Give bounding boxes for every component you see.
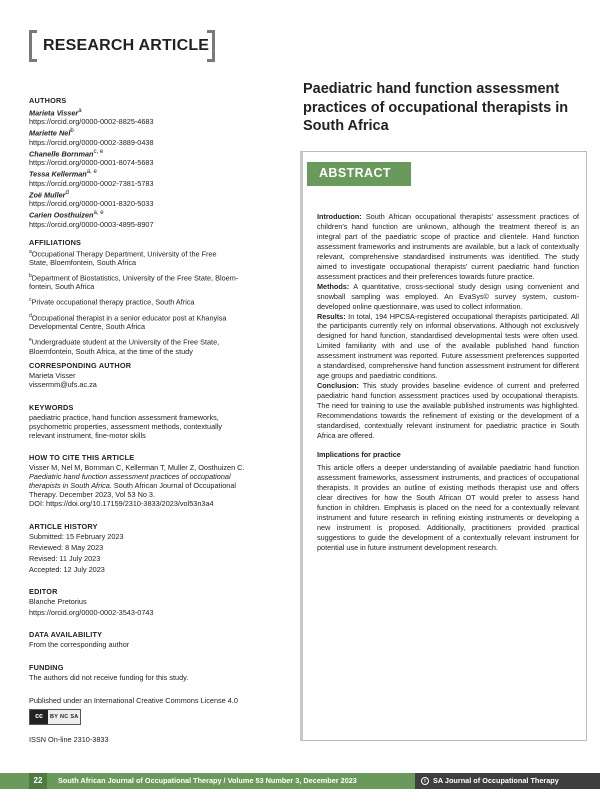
citation-text: Visser M, Nel M, Bornman C, Kellerman T, Muller Z, Oosthuizen C. — [29, 462, 245, 472]
article-type-label: RESEARCH ARTICLE — [43, 37, 210, 54]
author-orcid-link[interactable]: https://orcid.org/0000-0002-3889-0438 — [29, 137, 154, 147]
keywords-text: paediatric practice, hand function assessment frameworks, — [29, 412, 219, 422]
author-affiliation-mark: d — [65, 188, 69, 196]
author-orcid-link[interactable]: https://orcid.org/0000-0001-8320-5033 — [29, 199, 154, 209]
author-name: Carien Oosthuizen — [29, 210, 94, 220]
footer-brand-text: SA Journal of Occupational Therapy — [433, 776, 559, 785]
history-revised: Revised: 11 July 2023 — [29, 553, 101, 563]
editor-name: Blanche Pretorius — [29, 596, 87, 606]
citation-text: South African Journal of Occupational — [111, 480, 236, 490]
affiliations-heading: AFFILIATIONS — [29, 237, 82, 247]
funding-heading: FUNDING — [29, 662, 64, 672]
article-metadata-column — [29, 96, 274, 744]
author-affiliation-mark: b — [70, 127, 74, 135]
affiliation-mark: a — [29, 248, 32, 255]
affiliation-item — [29, 312, 274, 331]
affiliation-mark: b — [29, 272, 32, 279]
affiliation-text: fontein, South Africa — [29, 282, 95, 292]
issn-text: ISSN On-line 2310-3833 — [29, 734, 109, 744]
corresponding-author-heading: CORRESPONDING AUTHOR — [29, 360, 132, 370]
abstract-body — [317, 212, 579, 552]
corresponding-author-email[interactable]: vissermm@ufs.ac.za — [29, 379, 97, 389]
funding-text: The authors did not receive funding for this study. — [29, 672, 189, 682]
affiliation-text: Private occupational therapy practice, South Africa — [31, 297, 195, 307]
data-availability-text: From the corresponding author — [29, 639, 130, 649]
affiliation-mark: d — [29, 312, 32, 319]
history-accepted: Accepted: 12 July 2023 — [29, 564, 105, 574]
editor-heading: EDITOR — [29, 586, 58, 596]
affiliation-text: Developmental Centre, South Africa — [29, 322, 146, 332]
author-entry — [29, 147, 274, 167]
page-number: 22 — [29, 773, 47, 789]
cc-icon: cc — [30, 710, 48, 724]
footer-separator: / — [221, 776, 228, 785]
right-bracket — [207, 30, 215, 62]
affiliation-text: Department of Biostatistics, University of the Free State, Bloem- — [31, 273, 239, 283]
affiliation-text: State, Bloemfontein, South Africa — [29, 257, 137, 267]
author-name: Marieta Visser — [29, 108, 79, 118]
keywords-heading: KEYWORDS — [29, 402, 74, 412]
abstract-label-text: ABSTRACT — [319, 166, 391, 180]
affiliation-item — [29, 296, 274, 306]
author-entry — [29, 188, 274, 208]
author-name: Zoë Muller — [29, 190, 66, 200]
author-orcid-link[interactable]: https://orcid.org/0000-0003-4895-8907 — [29, 219, 154, 229]
author-entry — [29, 106, 274, 126]
author-affiliation-mark: a, e — [93, 209, 104, 217]
affiliation-mark: c — [29, 297, 32, 304]
abstract-conclusion: Conclusion: This study provides baseline evidence of current and preferred paediatric hand function assessment practices used by occupational therapists. The need for training to use the available published instruments was highlighted. Recommendations towards the refinement of existing or the development of a standardised, contextually relevant instrument for paediatric practice in South Africa are offered. — [317, 381, 579, 440]
author-affiliation-mark: c, e — [93, 147, 104, 155]
data-availability-heading: DATA AVAILABILITY — [29, 629, 103, 639]
author-name: Tessa Kellerman — [29, 169, 87, 179]
author-entry — [29, 167, 274, 187]
implications-heading: Implications for practice — [317, 449, 401, 459]
citation-text: therapists in South Africa. — [29, 480, 112, 490]
abstract-label — [307, 162, 411, 186]
abstract-introduction: Introduction: South African occupational therapists' assessment practices of children's hand function are unknown, although the treatment thereof is an integral part of the paediatric scope of practice and clientele. Hand function assessment frameworks and instruments are available, but a lack of contextually relevant, comprehensive standardised instruments was identified. The study aimed to investigate occupational therapists' current paediatric hand function assessment practices and their preferences towards future practice. — [317, 212, 579, 281]
page-footer — [0, 773, 600, 789]
footer-journal-name: South African Journal of Occupational Therapy — [58, 776, 222, 785]
author-name: Chanelle Bornman — [29, 149, 94, 159]
author-orcid-link[interactable]: https://orcid.org/0000-0002-8825-4683 — [29, 117, 154, 127]
affiliation-mark: e — [29, 337, 32, 344]
citation-text: Paediatric hand function assessment practices of occupational — [29, 471, 231, 481]
article-title: Paediatric hand function assessment practices of occupational therapists in South Africa — [303, 81, 569, 134]
affiliation-text: Undergraduate student at the University of the Free State, — [31, 337, 220, 347]
footer-journal-info — [58, 776, 357, 785]
author-orcid-link[interactable]: https://orcid.org/0000-0002-7381-5783 — [29, 178, 154, 188]
editor-orcid-link[interactable]: https://orcid.org/0000-0002-3543-0743 — [29, 607, 154, 617]
citation-doi-link[interactable]: DOI: https://doi.org/10.17159/2310-3833/2023/vol53n3a4 — [29, 498, 214, 508]
author-entry — [29, 208, 274, 228]
authors-heading: AUTHORS — [29, 96, 67, 105]
citation-text: Therapy. December 2023, Vol 53 No 3. — [29, 489, 156, 499]
history-reviewed: Reviewed: 8 May 2023 — [29, 542, 104, 552]
affiliation-item — [29, 248, 274, 267]
author-name: Mariette Nel — [29, 128, 71, 138]
creative-commons-badge[interactable] — [29, 709, 81, 725]
affiliation-text: Occupational Therapy Department, University of the Free — [31, 248, 217, 258]
article-history-heading: ARTICLE HISTORY — [29, 521, 98, 531]
affiliation-text: Occupational therapist in a senior educator post at Khanyisa — [31, 313, 227, 323]
affiliation-text: Bloemfontein, South Africa, at the time of the study — [29, 346, 193, 356]
abstract-methods: Methods: A quantitative, cross-sectional study design using convenient and snowball sampling was employed. An EvaSys© survey system, custom-developed online questionnaire, was used to collect information. — [317, 281, 579, 311]
author-affiliation-mark: a, e — [86, 168, 97, 176]
copyright-icon: c — [421, 777, 429, 785]
implications-text: This article offers a deeper understanding of available paediatric hand function assessment frameworks, assessment instruments, and practices of occupational therapists. It provides an outline of existing methods therapist use and offers clear directives for how the South African OT would prefer to assess hand function in children. Emphasis is placed on the need for a contextually relevant instrument and future research in refining existing instruments or developing a new instrument is proposed. Additionally, practitioners provided practical suggestions to guide the development of a contextually relevant instrument for potential use in future instrument development research. — [317, 462, 579, 552]
license-text: Published under an International Creative Commons License 4.0 — [29, 695, 238, 705]
author-entry — [29, 126, 274, 146]
affiliation-item — [29, 272, 274, 291]
keywords-text: relevant instrument, fine-motor skills — [29, 430, 146, 440]
corresponding-author-name: Marieta Visser — [29, 370, 76, 380]
affiliation-item — [29, 336, 274, 355]
abstract-results: Results: In total, 194 HPCSA-registered occupational therapists participated. All the participants currently rely on informal observations. Although not exclusively designed for hand function, standardised developmental tests were often used. Limited familiarity with and use of the available published hand function assessment instrument was reported. Future assessment preferences supported a standardised, comprehensive hand function assessment instrument for different age groups and paediatric conditions. — [317, 311, 579, 381]
citation-heading: HOW TO CITE THIS ARTICLE — [29, 452, 135, 462]
cc-license-terms: BY NC SA — [50, 713, 79, 720]
keywords-text: psychometric properties, assessment methods, contextually — [29, 421, 223, 431]
author-affiliation-mark: a — [78, 107, 82, 114]
article-type-header — [29, 30, 215, 62]
author-orcid-link[interactable]: https://orcid.org/0000-0001-8074-5683 — [29, 158, 154, 168]
footer-volume: Volume 53 Number 3, December 2023 — [227, 776, 357, 785]
left-bracket — [29, 30, 37, 62]
footer-brand — [415, 773, 600, 789]
history-submitted: Submitted: 15 February 2023 — [29, 531, 124, 541]
